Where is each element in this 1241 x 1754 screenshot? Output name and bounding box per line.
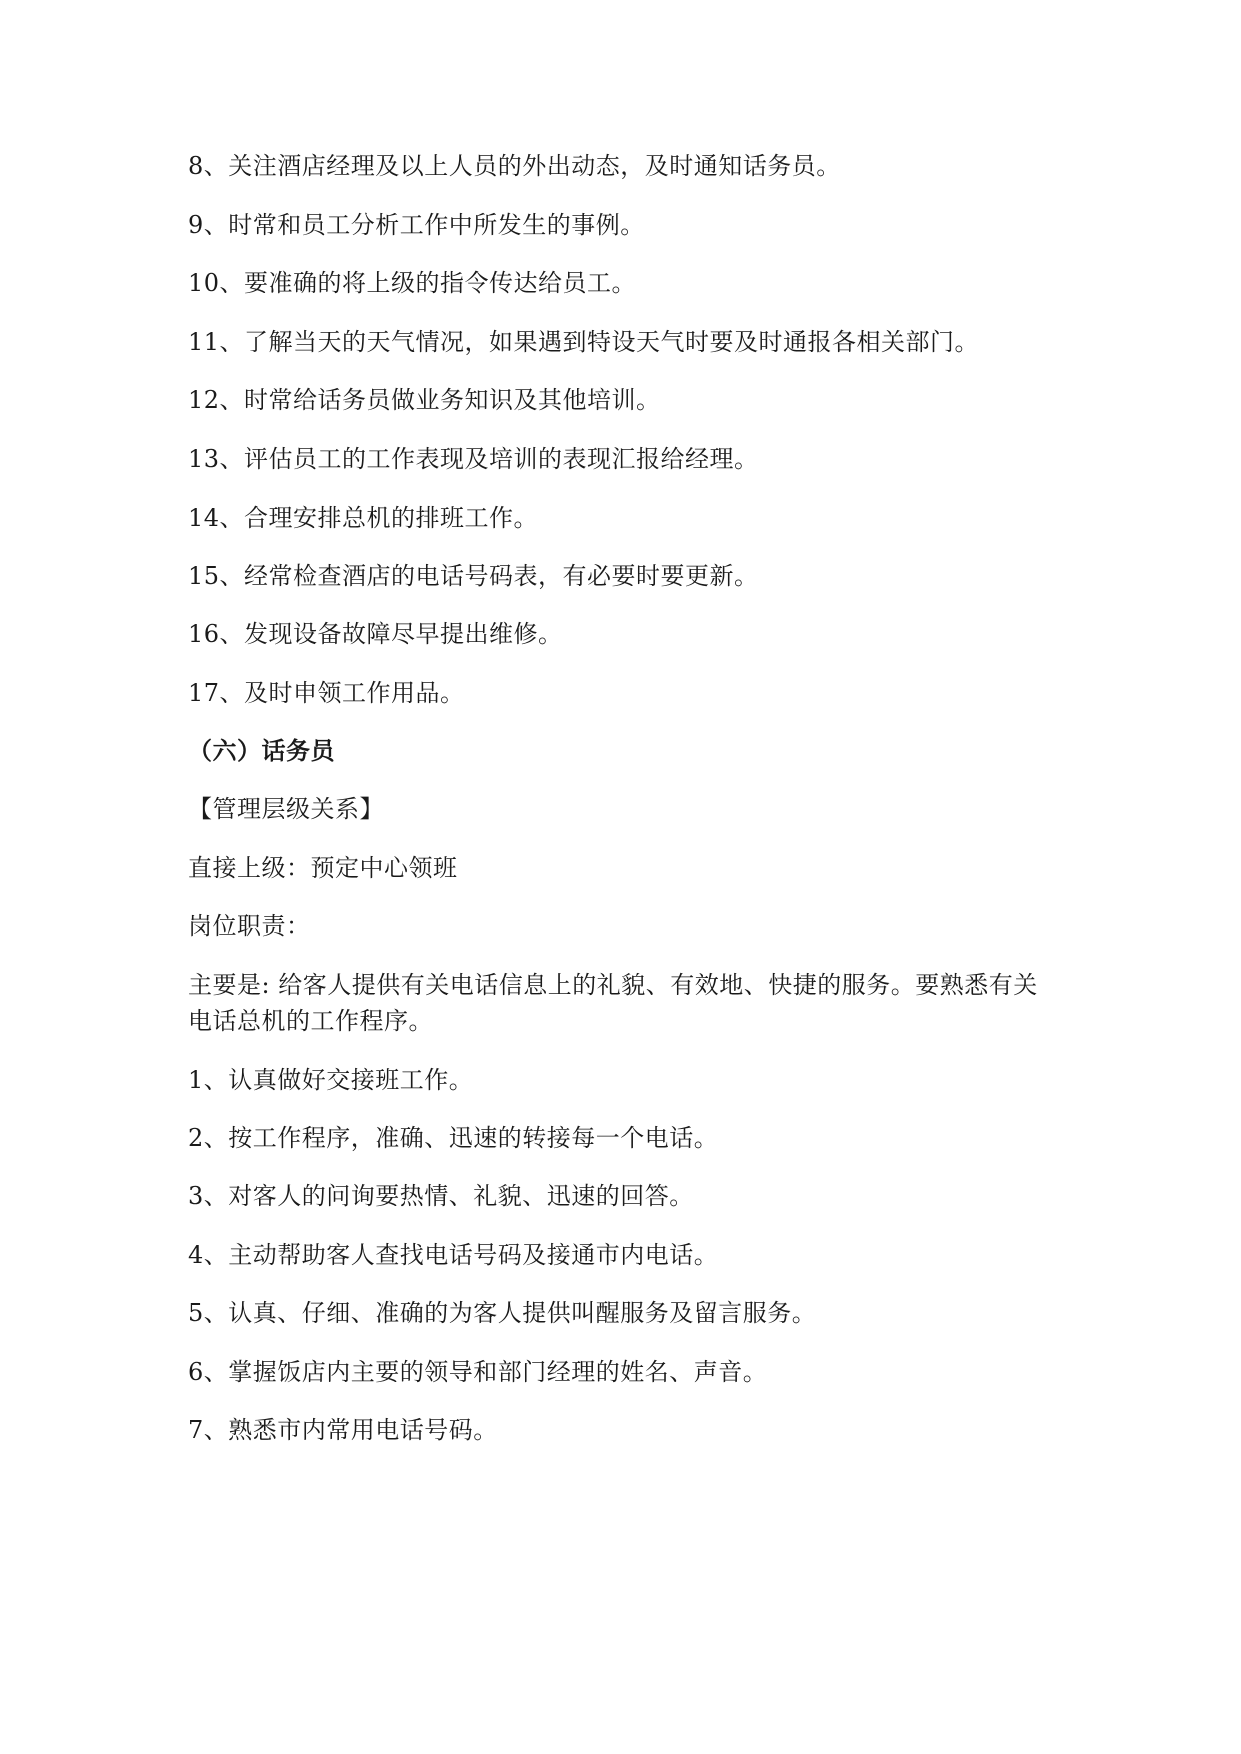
list-item: 10、要准确的将上级的指令传达给员工。	[188, 269, 637, 297]
list-item: 5、认真、仔细、准确的为客人提供叫醒服务及留言服务。	[188, 1299, 817, 1327]
hierarchy-label: 【管理层级关系】	[188, 795, 384, 823]
main-duty-paragraph: 主要是: 给客人提供有关电话信息上的礼貌、有效地、快捷的服务。要熟悉有关电话总机的工作程序。	[188, 971, 1038, 1035]
list-item: 17、及时申领工作用品。	[188, 679, 465, 707]
list-item: 14、合理安排总机的排班工作。	[188, 504, 539, 532]
list-item: 1、认真做好交接班工作。	[188, 1066, 474, 1094]
list-item: 16、发现设备故障尽早提出维修。	[188, 620, 563, 648]
list-item: 8、关注酒店经理及以上人员的外出动态，及时通知话务员。	[188, 152, 841, 180]
list-item: 15、经常检查酒店的电话号码表，有必要时要更新。	[188, 562, 759, 590]
list-item: 13、评估员工的工作表现及培训的表现汇报给经理。	[188, 445, 759, 473]
supervisor-line: 直接上级：预定中心领班	[188, 854, 458, 882]
list-item: 6、掌握饭店内主要的领导和部门经理的姓名、声音。	[188, 1358, 768, 1386]
list-item: 2、按工作程序，准确、迅速的转接每一个电话。	[188, 1124, 719, 1152]
list-item: 7、熟悉市内常用电话号码。	[188, 1416, 498, 1444]
list-item: 11、了解当天的天气情况，如果遇到特设天气时要及时通报各相关部门。	[188, 328, 980, 356]
list-item: 4、主动帮助客人查找电话号码及接通市内电话。	[188, 1241, 719, 1269]
list-item: 12、时常给话务员做业务知识及其他培训。	[188, 386, 661, 414]
list-item: 9、时常和员工分析工作中所发生的事例。	[188, 211, 645, 239]
section-title: （六）话务员	[188, 736, 335, 765]
list-item: 3、对客人的问询要热情、礼貌、迅速的回答。	[188, 1182, 694, 1210]
duties-label: 岗位职责：	[188, 912, 311, 940]
